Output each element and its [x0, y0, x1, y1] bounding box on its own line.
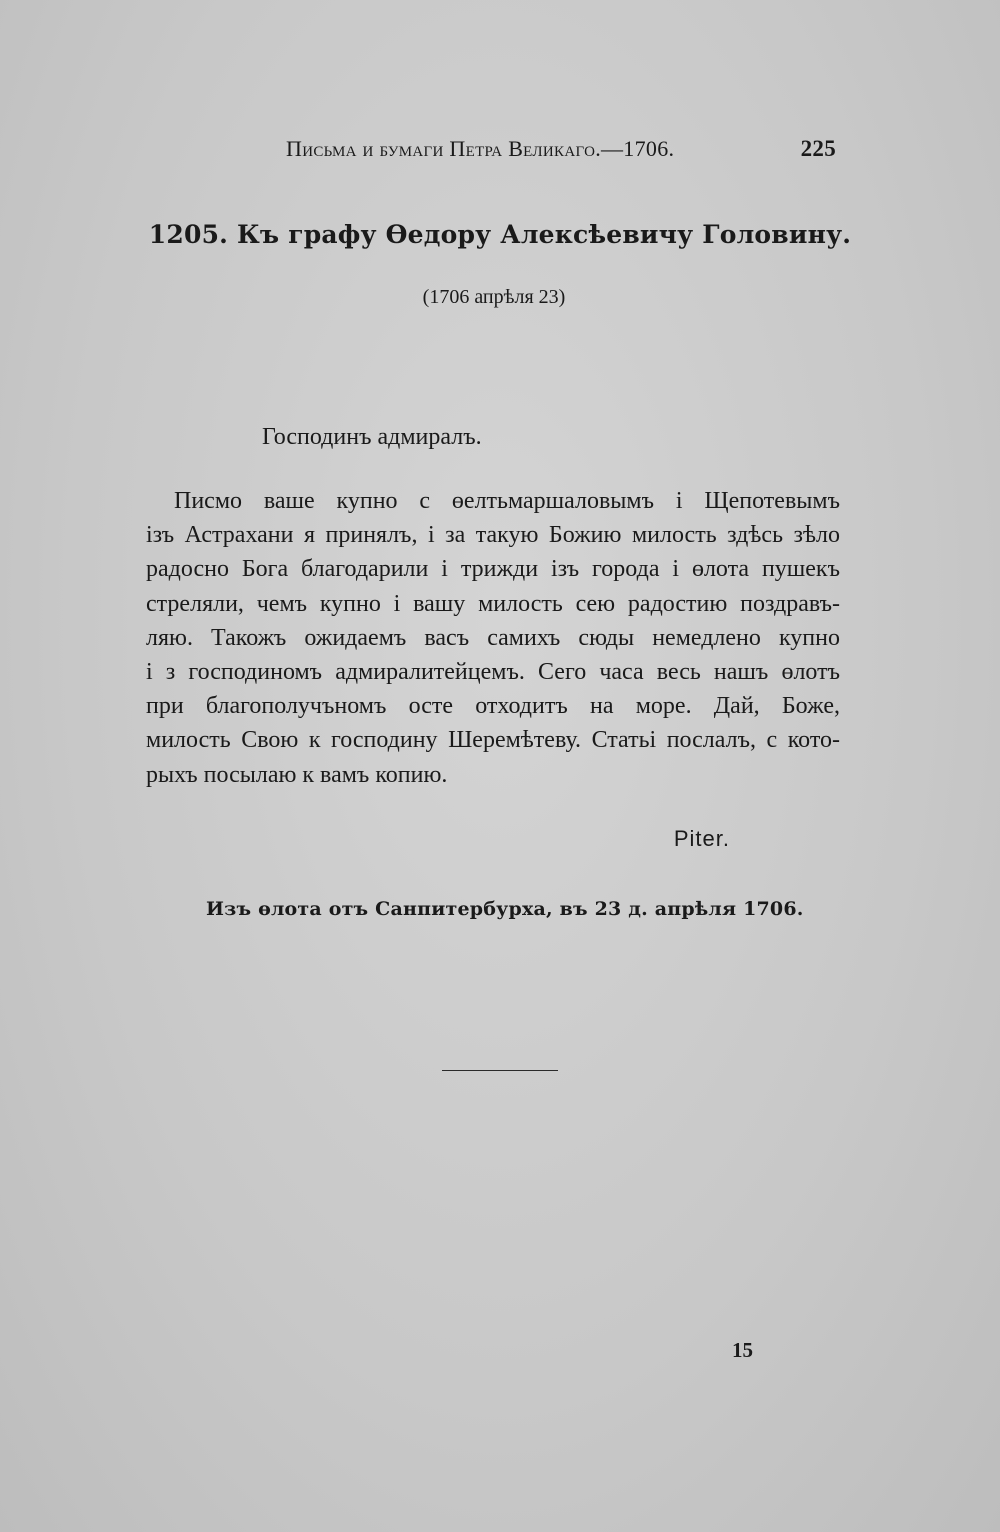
document-date: (1706 апрѣля 23)	[422, 286, 566, 308]
document-title: 1205. Къ графу Өедору Алексѣевичу Головину.	[148, 220, 852, 249]
letter-line: рыхъ посылаю к вамъ копию.	[146, 761, 448, 788]
printer-signature-mark: 15	[732, 1338, 753, 1362]
letter-line: ізъ Астрахани я принялъ, і за такую Божию милость здѣсь зѣло	[146, 522, 840, 549]
signature: Piter.	[673, 826, 730, 851]
letter-line: радосно Бога благодарили і трижди ізъ города і өлота пушекъ	[146, 556, 840, 583]
section-divider	[442, 1070, 558, 1071]
letter-body	[146, 484, 840, 792]
running-title: Письма и бумаги Петра Великаго.—1706.	[286, 136, 675, 161]
letter-line: і з господиномъ адмиралитейцемъ. Сего часа весь нашъ өлотъ	[146, 658, 840, 685]
letter-line: Писмо ваше купно с өелтьмаршаловымъ і Щепотевымъ	[174, 488, 840, 514]
page-number: 225	[800, 136, 836, 161]
letter-line: при благополучъномъ осте отходитъ на море. Дай, Боже,	[146, 693, 840, 720]
page-header	[286, 136, 836, 170]
place-and-date: Изъ өлота отъ Санпитербурха, въ 23 д. апрѣля 1706.	[206, 898, 804, 920]
salutation: Господинъ адмиралъ.	[262, 424, 482, 450]
letter-line: ляю. Такожъ ожидаемъ васъ самихъ сюды немедлено купно	[146, 624, 840, 651]
letter-line: стреляли, чемъ купно і вашу милость сею радостию поздравъ-	[146, 590, 840, 617]
letter-line: милость Свою к господину Шеремѣтеву. Статьі послалъ, с кото-	[146, 727, 840, 754]
